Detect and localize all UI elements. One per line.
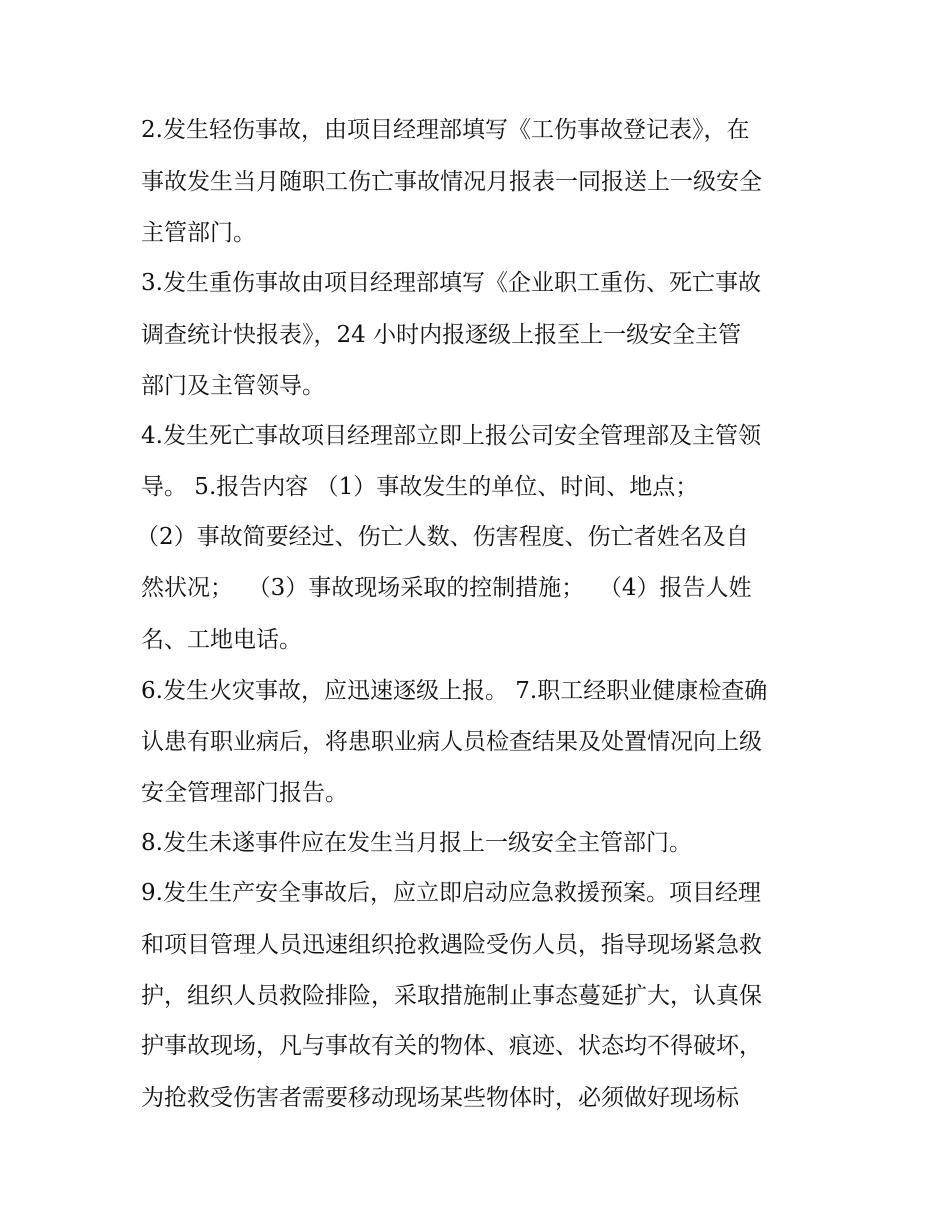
text-line: 4.发生死亡事故项目经理部立即上报公司安全管理部及主管领 (141, 423, 761, 449)
text-line: 和项目管理人员迅速组织抢救遇险受伤人员，指导现场紧急救 (141, 932, 762, 958)
text-line: 事故发生当月随职工伤亡事故情况月报表一同报送上一级安全 (141, 169, 762, 195)
text-line: 护事故现场，凡与事故有关的物体、痕迹、状态均不得破坏， (141, 1033, 762, 1059)
text-line: 3.发生重伤事故由项目经理部填写《企业职工重伤、死亡事故 (141, 270, 761, 296)
text-line: 安全管理部门报告。 (141, 780, 348, 806)
text-line: 9.发生生产安全事故后，应立即启动应急救援预案。项目经理 (141, 880, 761, 906)
text-line: 然状况； （3）事故现场采取的控制措施； （4）报告人姓 (141, 575, 752, 601)
text-line: （2）事故简要经过、伤亡人数、伤害程度、伤亡者姓名及自 (136, 524, 749, 550)
text-line: 8.发生未遂事件应在发生当月报上一级安全主管部门。 (141, 830, 692, 856)
text-line: 为抢救受伤害者需要移动现场某些物体时，必须做好现场标 (141, 1085, 739, 1111)
text-line: 护，组织人员救险排险，采取措施制止事态蔓延扩大，认真保 (141, 983, 762, 1009)
text-line: 调查统计快报表》，24 小时内报逐级上报至上一级安全主管 (141, 322, 742, 348)
text-line: 6.发生火灾事故，应迅速逐级上报。 7.职工经职业健康检查确 (141, 678, 768, 704)
text-line: 导。 5.报告内容 （1）事故发生的单位、时间、地点； (141, 474, 699, 500)
text-line: 部门及主管领导。 (141, 373, 325, 399)
text-line: 名、工地电话。 (141, 627, 302, 653)
text-line: 认患有职业病后，将患职业病人员检查结果及处置情况向上级 (141, 729, 762, 755)
text-line: 主管部门。 (141, 220, 256, 246)
text-line: 2.发生轻伤事故，由项目经理部填写《工伤事故登记表》，在 (141, 117, 750, 143)
